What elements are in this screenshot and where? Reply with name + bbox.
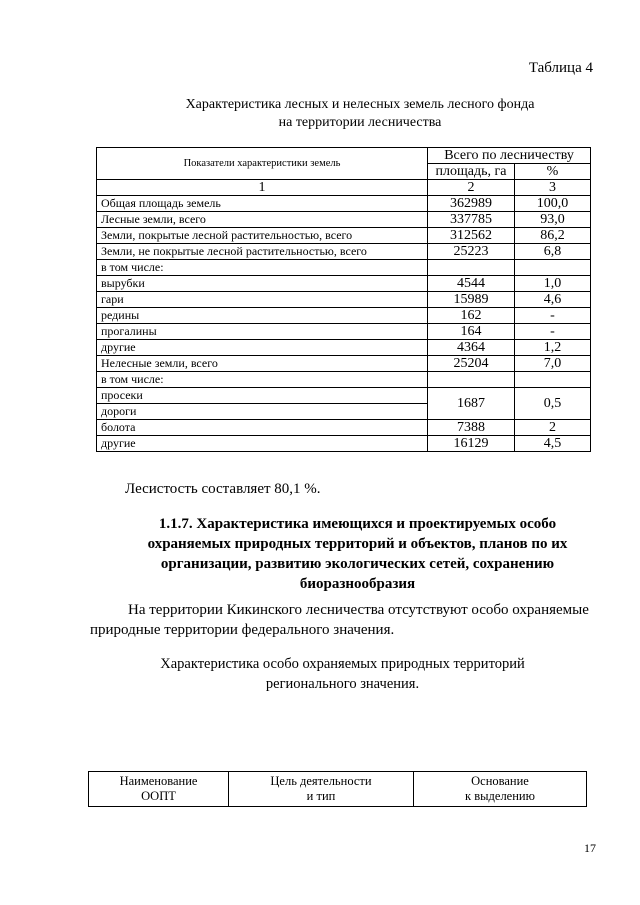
header-percent: % <box>515 164 591 180</box>
table-row <box>97 324 591 340</box>
oopt-table <box>88 771 587 807</box>
forest-cover-text: Лесистость составляет 80,1 %. <box>125 481 321 497</box>
row-label: просеки <box>97 388 428 404</box>
table-row <box>97 228 591 244</box>
row-area: 16129 <box>428 436 515 452</box>
row-label: дороги <box>97 404 428 420</box>
row-percent: 7,0 <box>515 356 591 372</box>
section-heading-line-1: 1.1.7. Характеристика имеющихся и проектируемых особо <box>158 516 557 532</box>
row-percent: 93,0 <box>515 212 591 228</box>
row-area: 7388 <box>428 420 515 436</box>
column-number-3: 3 <box>515 180 591 196</box>
row-label: гари <box>97 292 428 308</box>
oopt-header-purpose <box>229 772 414 807</box>
oopt-caption-line-1: Характеристика особо охраняемых природных территорий <box>160 656 525 672</box>
row-label: Земли, покрытые лесной растительностью, всего <box>97 228 428 244</box>
table-row <box>97 420 591 436</box>
row-area: 25223 <box>428 244 515 260</box>
oopt-header-basis-line-1: Основание <box>471 774 529 788</box>
oopt-header-basis-line-2: к выделению <box>465 789 535 803</box>
table-number-label: Таблица 4 <box>528 60 593 76</box>
row-area: 25204 <box>428 356 515 372</box>
row-label: Земли, не покрытые лесной растительностью, всего <box>97 244 428 260</box>
body-paragraph-line-1: На территории Кикинского лесничества отсутствуют особо охраняемые <box>128 602 589 618</box>
body-paragraph-line-2: природные территории федерального значения. <box>90 622 395 638</box>
row-area: 4544 <box>428 276 515 292</box>
table-row <box>97 260 591 276</box>
table-row <box>97 308 591 324</box>
oopt-header-name-line-1: Наименование <box>119 774 198 788</box>
row-area: 312562 <box>428 228 515 244</box>
row-percent: 6,8 <box>515 244 591 260</box>
table-row <box>97 212 591 228</box>
header-indicator: Показатели характеристики земель <box>97 148 428 180</box>
row-label: в том числе: <box>97 260 428 276</box>
table-row <box>97 372 591 388</box>
table-row <box>97 436 591 452</box>
row-area: 162 <box>428 308 515 324</box>
header-total: Всего по лесничеству <box>428 148 591 164</box>
row-area: 4364 <box>428 340 515 356</box>
table-row <box>97 244 591 260</box>
row-area: 337785 <box>428 212 515 228</box>
oopt-header-purpose-line-1: Цель деятельности <box>270 774 372 788</box>
land-characteristics-table <box>96 147 591 452</box>
column-number-1: 1 <box>97 180 428 196</box>
row-percent: 4,6 <box>515 292 591 308</box>
page-number: 17 <box>584 841 596 855</box>
row-area <box>428 372 515 388</box>
row-area: 15989 <box>428 292 515 308</box>
table-row <box>97 388 591 404</box>
row-label: другие <box>97 436 428 452</box>
row-percent <box>515 260 591 276</box>
row-label: Лесные земли, всего <box>97 212 428 228</box>
row-percent: 1,2 <box>515 340 591 356</box>
row-area: 1687 <box>428 388 515 420</box>
section-heading-line-4: биоразнообразия <box>299 576 416 592</box>
row-label: в том числе: <box>97 372 428 388</box>
row-label: болота <box>97 420 428 436</box>
row-label: Общая площадь земель <box>97 196 428 212</box>
oopt-header-basis <box>414 772 587 807</box>
oopt-header-purpose-line-2: и тип <box>306 789 336 803</box>
table-caption-line-2: на территории лесничества <box>278 115 442 130</box>
row-percent <box>515 372 591 388</box>
table-row <box>97 356 591 372</box>
row-area: 362989 <box>428 196 515 212</box>
row-percent: 0,5 <box>515 388 591 420</box>
header-area: площадь, га <box>428 164 515 180</box>
column-number-2: 2 <box>428 180 515 196</box>
section-heading <box>90 514 625 594</box>
table-caption-line-1: Характеристика лесных и нелесных земель лесного фонда <box>185 97 535 112</box>
oopt-header-row <box>89 772 587 807</box>
column-number-row <box>97 180 591 196</box>
table-row <box>97 340 591 356</box>
row-area: 164 <box>428 324 515 340</box>
row-label: вырубки <box>97 276 428 292</box>
row-percent: 100,0 <box>515 196 591 212</box>
section-heading-line-2: охраняемых природных территорий и объектов, планов по их <box>147 536 568 552</box>
table-row <box>97 196 591 212</box>
row-percent: - <box>515 308 591 324</box>
oopt-header-name <box>89 772 229 807</box>
row-label: другие <box>97 340 428 356</box>
oopt-caption <box>90 654 595 694</box>
row-label: прогалины <box>97 324 428 340</box>
table-row <box>97 276 591 292</box>
body-paragraph <box>90 600 595 640</box>
section-heading-line-3: организации, развитию экологических сетей, сохранению <box>160 556 555 572</box>
row-label: Нелесные земли, всего <box>97 356 428 372</box>
row-area <box>428 260 515 276</box>
row-percent: - <box>515 324 591 340</box>
row-percent: 1,0 <box>515 276 591 292</box>
row-percent: 4,5 <box>515 436 591 452</box>
table-caption <box>0 96 640 132</box>
oopt-header-name-line-2: ООПТ <box>141 789 176 803</box>
table-row <box>97 292 591 308</box>
row-percent: 86,2 <box>515 228 591 244</box>
oopt-caption-line-2: регионального значения. <box>265 676 420 692</box>
row-percent: 2 <box>515 420 591 436</box>
row-label: редины <box>97 308 428 324</box>
